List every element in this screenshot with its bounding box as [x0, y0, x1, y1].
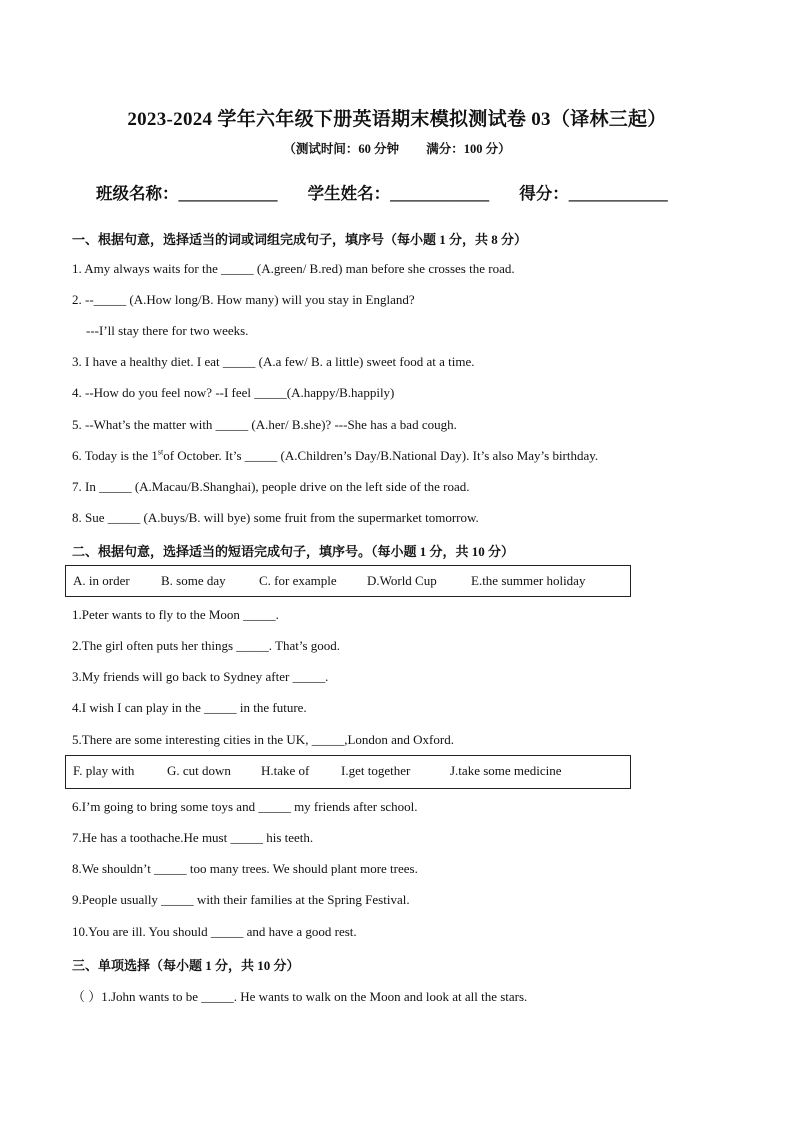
- word-bank-1: [65, 565, 631, 597]
- question-1-1: 1. Amy always waits for the _____ (A.green/ B.red) man before she crosses the road.: [72, 261, 515, 276]
- question-1-3: 3. I have a healthy diet. I eat _____ (A.a few/ B. a little) sweet food at a time.: [72, 354, 475, 369]
- option-i: I.get together: [341, 763, 411, 778]
- question-2-6: 6.I’m going to bring some toys and _____ my friends after school.: [72, 799, 418, 814]
- option-b: B. some day: [161, 573, 226, 588]
- question-1-4: 4. --How do you feel now? --I feel _____(A.happy/B.happily): [72, 385, 395, 400]
- option-e: E.the summer holiday: [471, 573, 586, 588]
- question-2-5: 5.There are some interesting cities in the UK, _____,London and Oxford.: [72, 732, 454, 747]
- question-1-5: 5. --What’s the matter with _____ (A.her/ B.she)? ---She has a bad cough.: [72, 417, 457, 432]
- question-2-3: 3.My friends will go back to Sydney after _____.: [72, 669, 329, 684]
- question-1-8: 8. Sue _____ (A.buys/B. will bye) some fruit from the supermarket tomorrow.: [72, 510, 479, 525]
- question-1-7: 7. In _____ (A.Macau/B.Shanghai), people drive on the left side of the road.: [72, 479, 470, 494]
- question-3-1: （ ）1.John wants to be _____. He wants to walk on the Moon and look at all the stars.: [72, 989, 528, 1004]
- word-bank-2: [65, 755, 631, 789]
- question-1-6-end: of October. It’s _____ (A.Children’s Day/B.National Day). It’s also May’s birthday.: [163, 448, 599, 463]
- student-info-row: [96, 180, 696, 204]
- section-1-header: 一、根据句意，选择适当的词或词组完成句子，填序号（每小题 1 分，共 8 分）: [72, 232, 528, 247]
- option-j: J.take some medicine: [450, 763, 562, 778]
- option-f: F. play with: [73, 763, 135, 778]
- section-3-header: 三、单项选择（每小题 1 分，共 10 分）: [72, 958, 300, 973]
- question-2-1: 1.Peter wants to fly to the Moon _____.: [72, 607, 279, 622]
- ordinal-suffix: st: [157, 447, 164, 457]
- score-field[interactable]: 得分：____________: [519, 184, 668, 203]
- option-d: D.World Cup: [367, 573, 437, 588]
- class-name-field[interactable]: 班级名称：____________: [96, 184, 278, 203]
- section-2-header: 二、根据句意，选择适当的短语完成句子，填序号。（每小题 1 分，共 10 分）: [72, 544, 515, 559]
- question-2-4: 4.I wish I can play in the _____ in the future.: [72, 700, 307, 715]
- exam-time: （测试时间：60 分钟: [283, 142, 400, 156]
- question-2-10: 10.You are ill. You should _____ and have a good rest.: [72, 924, 357, 939]
- question-1-6-start: 6. Today is the 1: [72, 448, 158, 463]
- question-1-2: 2. --_____ (A.How long/B. How many) will you stay in England?: [72, 292, 415, 307]
- question-1-2-answer: ---I’ll stay there for two weeks.: [86, 323, 249, 338]
- student-name-field[interactable]: 学生姓名：____________: [307, 184, 490, 203]
- option-c: C. for example: [259, 573, 337, 588]
- option-h: H.take of: [261, 763, 310, 778]
- option-g: G. cut down: [167, 763, 231, 778]
- question-2-2: 2.The girl often puts her things _____. That’s good.: [72, 638, 341, 653]
- question-2-7: 7.He has a toothache.He must _____ his teeth.: [72, 830, 314, 845]
- question-2-8: 8.We shouldn’t _____ too many trees. We should plant more trees.: [72, 861, 418, 876]
- exam-meta: [0, 139, 794, 157]
- question-1-6: [72, 448, 598, 464]
- exam-full-score: 满分：100 分）: [426, 142, 511, 156]
- option-a: A. in order: [73, 573, 130, 588]
- page-title: 2023-2024 学年六年级下册英语期末模拟测试卷 03（译林三起）: [127, 109, 667, 130]
- question-2-9: 9.People usually _____ with their families at the Spring Festival.: [72, 892, 410, 907]
